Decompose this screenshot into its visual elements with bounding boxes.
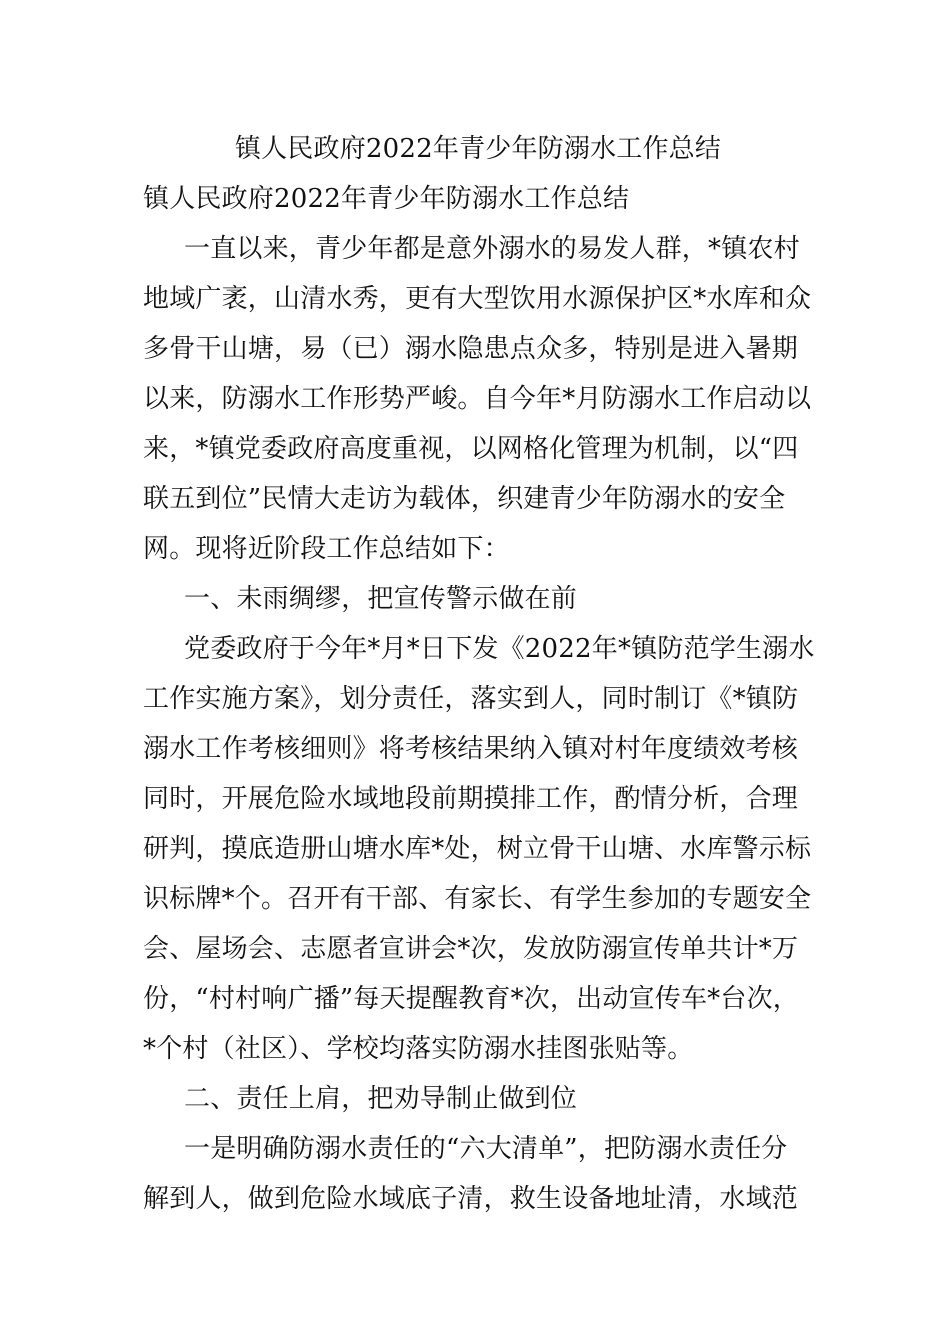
section-1-line-6: 识标牌*个。召开有干部、有家长、有学生参加的专题安全 [143,884,812,914]
document-title-left: 镇人民政府2022年青少年防溺水工作总结 [143,184,630,214]
section-1-line-8: 份，“村村响广播”每天提醒教育*次，出动宣传车*台次， [143,984,799,1014]
document-title-centered: 镇人民政府2022年青少年防溺水工作总结 [234,134,722,164]
intro-line-6: 联五到位”民情大走访为载体，织建青少年防溺水的安全 [143,484,786,514]
intro-line-4: 以来，防溺水工作形势严峻。自今年*月防溺水工作启动以 [143,384,812,414]
intro-line-7: 网。现将近阶段工作总结如下： [143,534,510,564]
intro-line-2: 地域广袤，山清水秀，更有大型饮用水源保护区*水库和众 [143,284,812,314]
section-1-line-5: 研判，摸底造册山塘水库*处，树立骨干山塘、水库警示标 [143,834,812,864]
intro-line-5: 来，*镇党委政府高度重视，以网格化管理为机制，以“四 [143,434,799,464]
section-1-line-9: *个村（社区）、学校均落实防溺水挂图张贴等。 [143,1034,694,1064]
intro-line-3: 多骨干山塘，易（已）溺水隐患点众多，特别是进入暑期 [143,334,799,364]
section-2-line-1: 一是明确防溺水责任的“六大清单”，把防溺水责任分 [184,1134,788,1164]
section-1-line-4: 同时，开展危险水域地段前期摸排工作，酌情分析，合理 [143,784,799,814]
section-1-line-7: 会、屋场会、志愿者宣讲会*次，发放防溺宣传单共计*万 [143,934,799,964]
intro-line-1: 一直以来，青少年都是意外溺水的易发人群，*镇农村 [184,234,800,264]
section-2-heading: 二、责任上肩，把劝导制止做到位 [184,1084,578,1114]
section-1-line-2: 工作实施方案》，划分责任，落实到人，同时制订《*镇防 [143,684,799,714]
section-1-heading: 一、未雨绸缪，把宣传警示做在前 [184,584,578,614]
section-2-line-2: 解到人，做到危险水域底子清，救生设备地址清，水域范 [143,1184,799,1214]
section-1-line-1: 党委政府于今年*月*日下发《2022年*镇防范学生溺水 [184,634,815,664]
section-1-line-3: 溺水工作考核细则》将考核结果纳入镇对村年度绩效考核 [143,734,799,764]
